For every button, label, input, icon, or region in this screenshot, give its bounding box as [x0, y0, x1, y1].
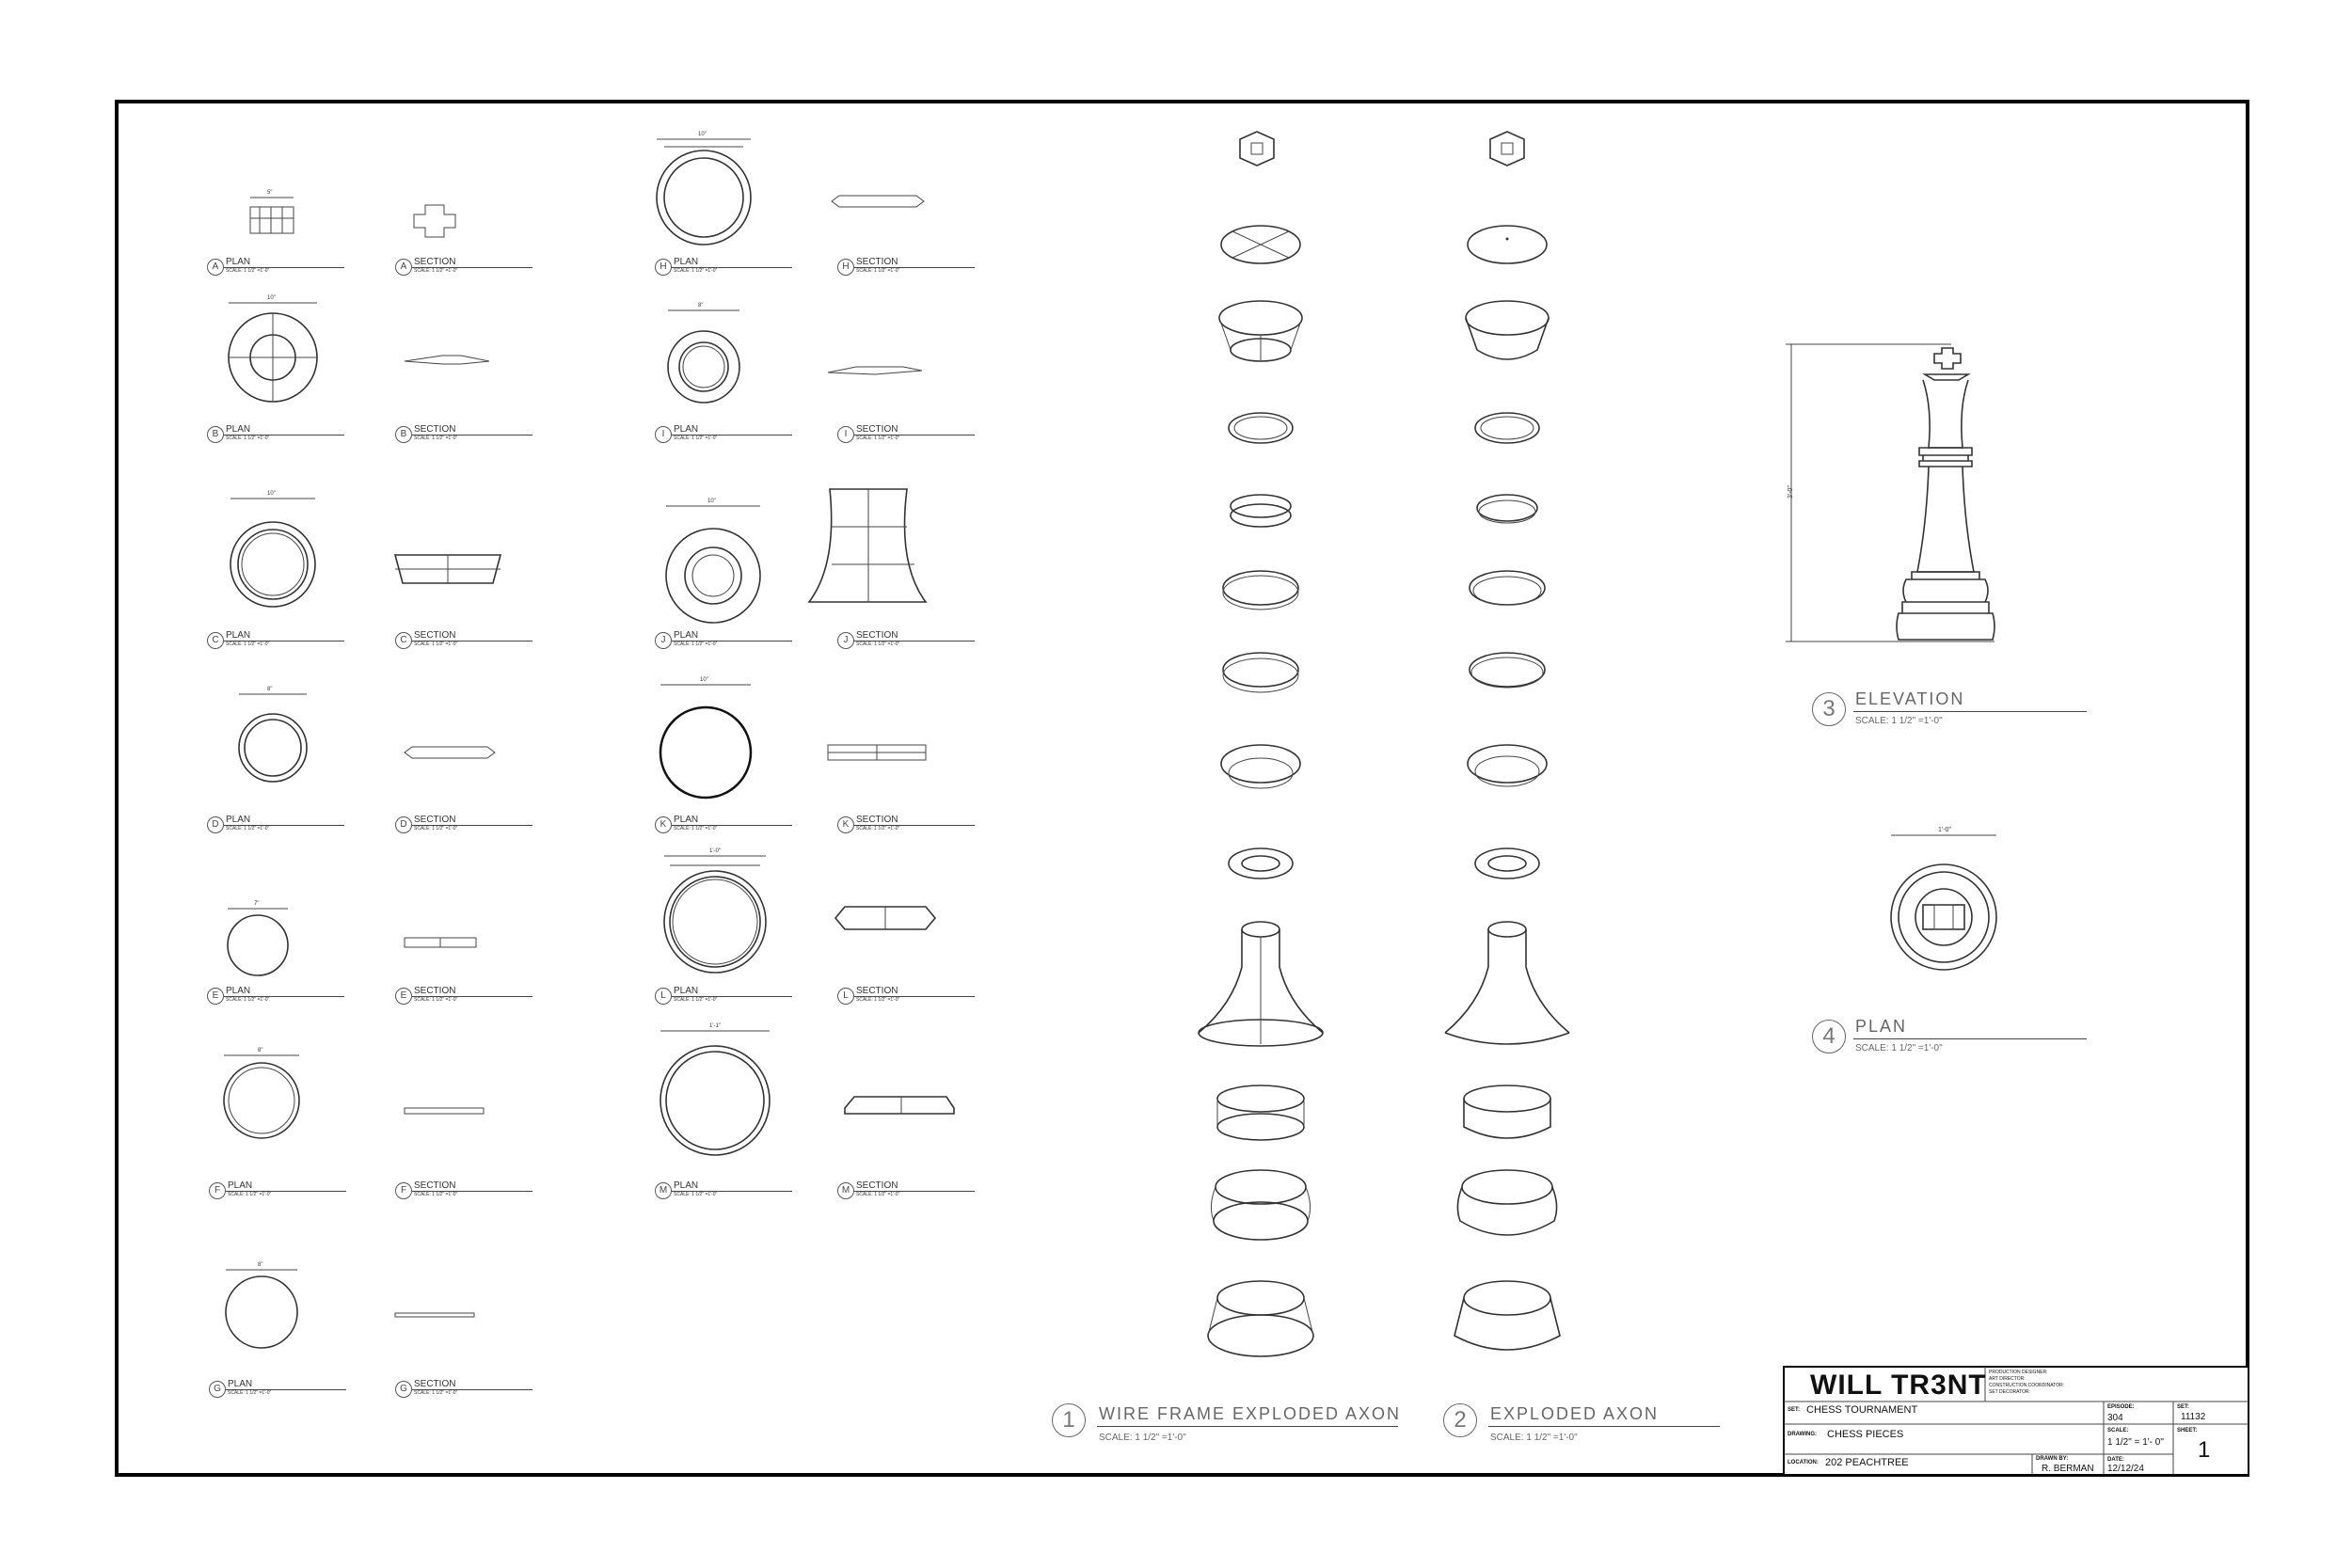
set-label: SET:	[1788, 1407, 1801, 1413]
detail-c-section-scale: SCALE: 1 1/2" =1'-0"	[414, 641, 458, 647]
detail-h-plan-drawing	[657, 132, 751, 245]
detail-c-section-title: SECTION	[414, 630, 456, 641]
dim-k: 10"	[700, 677, 708, 683]
detail-d-section-title: SECTION	[414, 815, 456, 825]
detail-e-section-title: SECTION	[414, 986, 456, 996]
detail-k-section-scale: SCALE: 1 1/2" =1'-0"	[856, 826, 900, 832]
sheet-border	[117, 102, 2248, 1475]
drawnby-label: DRAWN BY:	[2036, 1456, 2069, 1462]
detail-b-section-scale: SCALE: 1 1/2" =1'-0"	[414, 436, 458, 441]
detail-d-section-drawing	[405, 747, 495, 758]
view-3-underline	[1853, 711, 2087, 712]
king-elevation-drawing	[1786, 344, 1994, 641]
sheet-value: 1	[2198, 1437, 2211, 1463]
detail-k-plan-scale: SCALE: 1 1/2" =1'-0"	[674, 826, 718, 832]
detail-b-plan-scale: SCALE: 1 1/2" =1'-0"	[226, 436, 270, 441]
view-2-bubble: 2	[1443, 1403, 1477, 1437]
dim-b: 10"	[267, 295, 276, 301]
detail-e-plan-scale: SCALE: 1 1/2" =1'-0"	[226, 997, 270, 1003]
detail-f-plan-scale: SCALE: 1 1/2" =1'-0"	[228, 1192, 272, 1197]
detail-l-section-bubble: L	[837, 988, 854, 1005]
detail-c-plan-bubble: C	[207, 632, 224, 649]
date-label: DATE:	[2107, 1457, 2124, 1463]
dim-i: 8"	[698, 303, 704, 309]
plan-dim: 1'-0"	[1938, 827, 1951, 833]
detail-i-section-bubble: I	[837, 426, 854, 443]
detail-d-plan-bubble: D	[207, 816, 224, 833]
detail-i-section-drawing	[828, 367, 922, 374]
detail-h-section-scale: SCALE: 1 1/2" =1'-0"	[856, 268, 900, 274]
location-label: LOCATION:	[1788, 1460, 1819, 1465]
set-no-value: 11132	[2181, 1412, 2206, 1422]
detail-a-plan-scale: SCALE: 1 1/2" =1'-0"	[226, 268, 270, 274]
detail-m-plan-scale: SCALE: 1 1/2" =1'-0"	[674, 1192, 718, 1197]
credit-3: CONSTRUCTION COORDINATOR:	[1989, 1383, 2065, 1388]
detail-d-section-bubble: D	[395, 816, 412, 833]
detail-a-plan-title: PLAN	[226, 257, 251, 267]
scale-value: 1 1/2" = 1'- 0"	[2107, 1437, 2164, 1448]
detail-j-plan-bubble: J	[655, 632, 672, 649]
detail-f-plan-title: PLAN	[228, 1180, 253, 1191]
dim-d: 8"	[267, 687, 273, 692]
detail-i-plan-title: PLAN	[674, 424, 699, 435]
detail-k-plan-drawing	[660, 677, 751, 798]
detail-l-plan-scale: SCALE: 1 1/2" =1'-0"	[674, 997, 718, 1003]
set-value: CHESS TOURNAMENT	[1806, 1404, 1918, 1416]
view-1-scale: SCALE: 1 1/2" =1'-0"	[1099, 1433, 1186, 1443]
detail-a-section-drawing	[414, 205, 455, 237]
detail-i-section-title: SECTION	[856, 424, 898, 435]
view-2-scale: SCALE: 1 1/2" =1'-0"	[1490, 1433, 1578, 1443]
detail-e-section-bubble: E	[395, 988, 412, 1005]
detail-e-plan-title: PLAN	[226, 986, 251, 996]
credit-2: ART DIRECTOR:	[1989, 1376, 2026, 1382]
sheet-label: SHEET:	[2177, 1428, 2198, 1433]
wire-frame-axon-drawing	[1199, 132, 1323, 1356]
detail-k-plan-bubble: K	[655, 816, 672, 833]
detail-b-section-title: SECTION	[414, 424, 456, 435]
detail-b-plan-drawing	[229, 295, 317, 402]
date-value: 12/12/24	[2107, 1464, 2144, 1474]
detail-l-plan-title: PLAN	[674, 986, 699, 996]
credit-1: PRODUCTION DESIGNER:	[1989, 1370, 2048, 1375]
detail-f-section-drawing	[405, 1108, 484, 1114]
king-plan-drawing	[1891, 827, 1996, 970]
detail-m-section-scale: SCALE: 1 1/2" =1'-0"	[856, 1192, 900, 1197]
detail-j-plan-scale: SCALE: 1 1/2" =1'-0"	[674, 641, 718, 647]
dim-g: 8"	[258, 1262, 263, 1268]
detail-a-plan-drawing	[250, 190, 294, 233]
detail-l-plan-drawing	[664, 848, 766, 973]
view-1-title: WIRE FRAME EXPLODED AXON	[1099, 1404, 1402, 1423]
drawing-value: CHESS PIECES	[1827, 1429, 1904, 1440]
view-4-scale: SCALE: 1 1/2" =1'-0"	[1855, 1043, 1943, 1053]
detail-b-section-drawing	[405, 356, 489, 364]
detail-i-plan-drawing	[668, 303, 739, 403]
detail-a-section-bubble: A	[395, 259, 412, 276]
detail-m-section-title: SECTION	[856, 1180, 898, 1191]
detail-l-section-scale: SCALE: 1 1/2" =1'-0"	[856, 997, 900, 1003]
detail-f-section-bubble: F	[395, 1182, 412, 1199]
detail-g-section-title: SECTION	[414, 1379, 456, 1389]
detail-e-section-drawing	[405, 938, 476, 947]
detail-c-plan-title: PLAN	[226, 630, 251, 641]
detail-f-section-scale: SCALE: 1 1/2" =1'-0"	[414, 1192, 458, 1197]
detail-f-plan-drawing	[224, 1048, 299, 1138]
detail-k-section-drawing	[828, 745, 926, 760]
detail-m-section-bubble: M	[837, 1182, 854, 1199]
view-4-bubble: 4	[1812, 1020, 1846, 1053]
detail-b-plan-bubble: B	[207, 426, 224, 443]
detail-j-section-title: SECTION	[856, 630, 898, 641]
detail-b-section-bubble: B	[395, 426, 412, 443]
view-3-bubble: 3	[1812, 692, 1846, 726]
scale-label: SCALE:	[2107, 1428, 2129, 1433]
detail-h-plan-bubble: H	[655, 259, 672, 276]
detail-f-plan-bubble: F	[209, 1182, 226, 1199]
detail-e-plan-bubble: E	[207, 988, 224, 1005]
detail-j-section-bubble: J	[837, 632, 854, 649]
credit-4: SET DECORATOR:	[1989, 1389, 2030, 1395]
view-2-underline	[1488, 1426, 1720, 1427]
drawing-label: DRAWING:	[1788, 1432, 1817, 1437]
detail-h-plan-scale: SCALE: 1 1/2" =1'-0"	[674, 268, 718, 274]
view-3-title: ELEVATION	[1855, 689, 1965, 708]
detail-c-plan-scale: SCALE: 1 1/2" =1'-0"	[226, 641, 270, 647]
dim-m: 1'-1"	[709, 1023, 721, 1029]
detail-b-plan-title: PLAN	[226, 424, 251, 435]
detail-g-section-scale: SCALE: 1 1/2" =1'-0"	[414, 1390, 458, 1396]
detail-d-plan-title: PLAN	[226, 815, 251, 825]
detail-g-plan-scale: SCALE: 1 1/2" =1'-0"	[228, 1390, 272, 1396]
view-4-title: PLAN	[1855, 1017, 1908, 1036]
detail-h-section-drawing	[832, 196, 924, 207]
logo: WILL TR3NT	[1810, 1370, 1987, 1401]
detail-m-plan-drawing	[660, 1023, 770, 1155]
set-no-label: SET:	[2177, 1404, 2190, 1410]
detail-l-section-drawing	[835, 907, 935, 929]
dim-j: 10"	[707, 499, 716, 504]
dim-a: 5"	[267, 190, 273, 196]
dim-h: 10"	[698, 132, 707, 137]
detail-g-section-drawing	[395, 1313, 474, 1317]
detail-j-section-drawing	[809, 489, 926, 602]
detail-j-plan-drawing	[666, 499, 760, 623]
drawnby-value: R. BERMAN	[2042, 1464, 2094, 1474]
detail-g-plan-title: PLAN	[228, 1379, 253, 1389]
detail-l-plan-bubble: L	[655, 988, 672, 1005]
detail-k-section-title: SECTION	[856, 815, 898, 825]
dim-c: 10"	[267, 491, 276, 497]
episode-label: EPISODE:	[2107, 1404, 2135, 1410]
detail-a-plan-bubble: A	[207, 259, 224, 276]
view-2-title: EXPLODED AXON	[1490, 1404, 1660, 1423]
detail-e-section-scale: SCALE: 1 1/2" =1'-0"	[414, 997, 458, 1003]
detail-k-plan-title: PLAN	[674, 815, 699, 825]
detail-h-section-title: SECTION	[856, 257, 898, 267]
detail-e-plan-drawing	[228, 901, 288, 975]
exploded-axon-drawing	[1445, 132, 1569, 1350]
detail-i-plan-bubble: I	[655, 426, 672, 443]
view-1-bubble: 1	[1052, 1403, 1086, 1437]
location-value: 202 PEACHTREE	[1825, 1457, 1909, 1468]
dim-f: 8"	[258, 1048, 263, 1053]
detail-g-section-bubble: G	[395, 1381, 412, 1398]
detail-m-plan-title: PLAN	[674, 1180, 699, 1191]
detail-a-section-title: SECTION	[414, 257, 456, 267]
elevation-dim: 3'-0"	[1788, 485, 1794, 499]
detail-g-plan-bubble: G	[209, 1381, 226, 1398]
detail-d-plan-scale: SCALE: 1 1/2" =1'-0"	[226, 826, 270, 832]
detail-d-plan-drawing	[239, 687, 307, 782]
view-4-underline	[1853, 1038, 2087, 1039]
detail-i-section-scale: SCALE: 1 1/2" =1'-0"	[856, 436, 900, 441]
view-3-scale: SCALE: 1 1/2" =1'-0"	[1855, 716, 1943, 726]
detail-j-plan-title: PLAN	[674, 630, 699, 641]
detail-j-section-scale: SCALE: 1 1/2" =1'-0"	[856, 641, 900, 647]
detail-g-plan-drawing	[226, 1262, 297, 1348]
detail-m-section-drawing	[845, 1097, 954, 1114]
dim-l: 1'-0"	[709, 848, 721, 854]
detail-l-section-title: SECTION	[856, 986, 898, 996]
detail-d-section-scale: SCALE: 1 1/2" =1'-0"	[414, 826, 458, 832]
view-1-underline	[1097, 1426, 1398, 1427]
detail-c-section-bubble: C	[395, 632, 412, 649]
detail-c-section-drawing	[395, 555, 501, 583]
detail-h-section-bubble: H	[837, 259, 854, 276]
detail-c-plan-drawing	[230, 491, 315, 607]
detail-f-section-title: SECTION	[414, 1180, 456, 1191]
detail-i-plan-scale: SCALE: 1 1/2" =1'-0"	[674, 436, 718, 441]
dim-e: 7"	[254, 901, 260, 907]
detail-m-plan-bubble: M	[655, 1182, 672, 1199]
episode-value: 304	[2107, 1413, 2123, 1423]
detail-k-section-bubble: K	[837, 816, 854, 833]
detail-h-plan-title: PLAN	[674, 257, 699, 267]
detail-a-section-scale: SCALE: 1 1/2" =1'-0"	[414, 268, 458, 274]
